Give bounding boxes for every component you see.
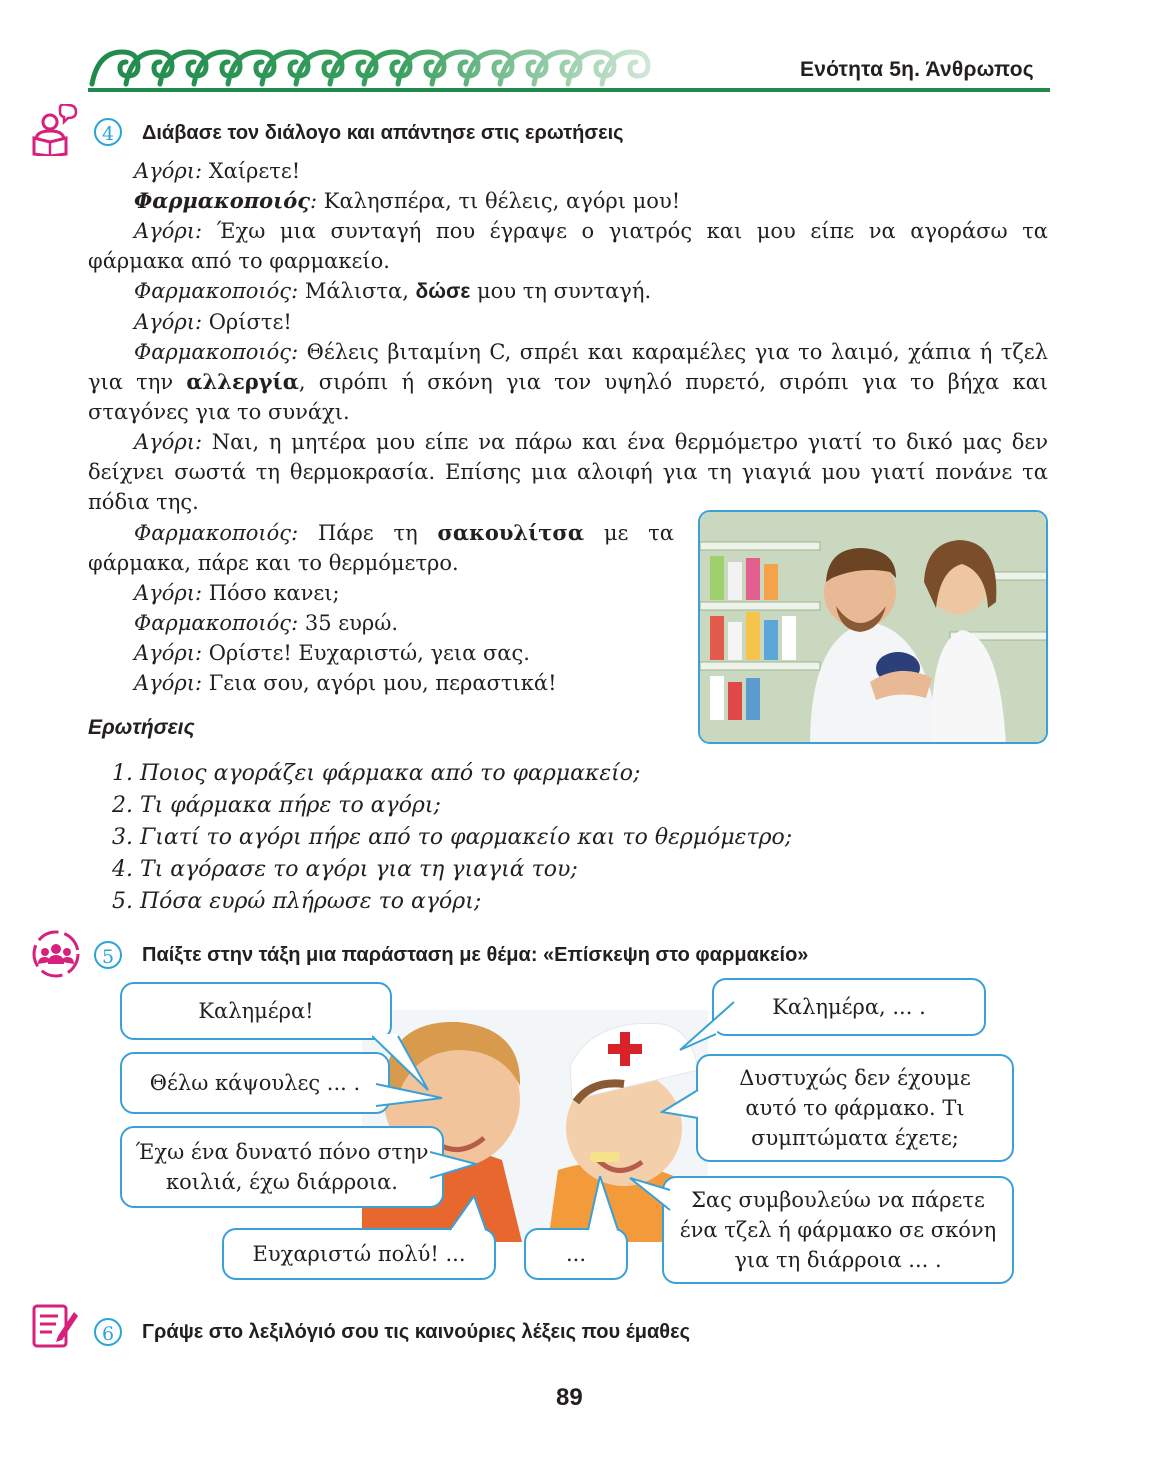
speaker: Αγόρι: xyxy=(134,671,203,695)
question-item: 1. Ποιος αγοράζει φάρμακα από το φαρμακείο; xyxy=(112,761,641,786)
unit-title: Ενότητα 5η. Άνθρωπος xyxy=(800,58,1034,81)
question-item: 4. Τι αγόρασε το αγόρι για τη γιαγιά του; xyxy=(112,857,578,882)
keyword: δώσε xyxy=(415,280,471,303)
line-text: Έχω μια συνταγή που έγραψε ο γιατρός και μου είπε να αγοράσω τα φάρμακα από το φαρμακείο. xyxy=(88,219,1048,273)
question-item: 5. Πόσα ευρώ πλήρωσε το αγόρι; xyxy=(112,889,482,914)
speaker: Αγόρι: xyxy=(134,430,203,454)
bubble-tail xyxy=(446,1196,490,1232)
keyword: σακουλίτσα xyxy=(437,520,585,545)
speech-bubble-right-1: Καλημέρα, ... . xyxy=(712,978,986,1036)
writing-icon xyxy=(30,1302,80,1350)
speaker: Αγόρι: xyxy=(134,310,203,334)
bubble-tail xyxy=(660,1086,700,1122)
speaker: Φαρμακοποιός: xyxy=(134,611,299,635)
line-text: με τα φάρμακα, πάρε και το θερμόμετρο. xyxy=(88,521,674,575)
speaker: Αγόρι: xyxy=(134,581,203,605)
speech-bubble-right-3: Σας συμβουλεύω να πάρετε ένα τζελ ή φάρμακο σε σκόνη για τη διάρροια ... . xyxy=(662,1176,1014,1284)
exercise-6-number: 6 xyxy=(94,1318,122,1346)
line-text: , σιρόπι ή σκόνη για τον υψηλό πυρετό, σιρόπι για το βήχα και σταγόνες για το συνάχι. xyxy=(88,370,1048,424)
line-text: Πάρε τη xyxy=(298,521,438,545)
speech-bubble-right-2: Δυστυχώς δεν έχουμε αυτό το φάρμακο. Τι συμπτώματα έχετε; xyxy=(696,1054,1014,1162)
exercise-6-title: Γράψε στο λεξιλόγιό σου τις καινούριες λέξεις που έμαθες xyxy=(142,1321,690,1343)
bubble-tail xyxy=(376,1080,444,1110)
line-text: Θέλεις βιταμίνη C, σπρέι και καραμέλες για το λαιμό, χάπια ή τζελ για την xyxy=(88,340,1048,394)
line-text: Χαίρετε! xyxy=(202,159,301,183)
keyword: αλλεργία xyxy=(186,369,299,394)
page-number: 89 xyxy=(556,1384,583,1411)
pharmacy-photo xyxy=(698,510,1048,744)
reading-icon xyxy=(30,104,80,156)
bubble-tail xyxy=(676,1000,736,1052)
line-text: 35 ευρώ. xyxy=(298,611,399,635)
speaker: Αγόρι: xyxy=(134,159,203,183)
line-text: Ορίστε! Ευχαριστώ, γεια σας. xyxy=(202,641,530,665)
exercise-4-number: 4 xyxy=(94,118,122,146)
group-activity-icon xyxy=(30,928,82,980)
line-text: Πόσο κανει; xyxy=(202,581,340,605)
line-text: Καλησπέρα, τι θέλεις, αγόρι μου! xyxy=(317,189,681,213)
line-text: Ορίστε! xyxy=(202,310,292,334)
questions-heading: Ερωτήσεις xyxy=(88,716,195,739)
speaker: Αγόρι: xyxy=(134,219,203,243)
bubble-tail xyxy=(584,1176,624,1232)
exercise-5-number: 5 xyxy=(94,941,122,969)
questions-list xyxy=(112,758,792,918)
line-text: Γεια σου, αγόρι μου, περαστικά! xyxy=(202,671,557,695)
bubble-tail xyxy=(628,1176,672,1216)
speech-bubble-left-2: Θέλω κάψουλες ... . xyxy=(120,1052,390,1114)
exercise-4-title: Διάβασε τον διάλογο και απάντησε στις ερωτήσεις xyxy=(142,122,624,144)
speech-bubble-left-3: Έχω ένα δυνατό πόνο στην κοιλιά, έχω διάρροια. xyxy=(120,1126,444,1208)
dialogue-block-top xyxy=(88,156,1048,517)
speech-bubble-left-4: Ευχαριστώ πολύ! ... xyxy=(222,1228,496,1280)
dialogue-block-bottom xyxy=(88,518,674,698)
speaker: Φαρμακοποιός: xyxy=(134,340,299,364)
greek-wave-ornament xyxy=(88,44,668,90)
header-rule xyxy=(88,88,1050,92)
line-text: μου τη συνταγή. xyxy=(470,279,652,303)
colon: : xyxy=(310,189,318,213)
speaker: Αγόρι: xyxy=(134,641,203,665)
exercise-5-title: Παίξτε στην τάξη μια παράσταση με θέμα: «Επίσκεψη στο φαρμακείο» xyxy=(142,944,809,966)
speaker: Φαρμακοποιός: xyxy=(134,521,299,545)
line-text: Ναι, η μητέρα μου είπε να πάρω και ένα θερμόμετρο γιατί το δικό μας δεν δείχνει σωστά τη θερμοκρασία. Επίσης μια αλοιφή για τη γιαγιά μου γιατί πονάνε τα πόδια της. xyxy=(88,430,1048,514)
speech-bubble-left-1: Καλημέρα! xyxy=(120,982,392,1040)
question-item: 3. Γιατί το αγόρι πήρε από το φαρμακείο και το θερμόμετρο; xyxy=(112,825,793,850)
speaker: Φαρμακοποιός xyxy=(134,188,311,213)
question-item: 2. Τι φάρμακα πήρε το αγόρι; xyxy=(112,793,441,818)
line-text: Μάλιστα, xyxy=(298,279,416,303)
speech-bubble-center: ... xyxy=(524,1228,628,1280)
bubble-tail xyxy=(430,1146,478,1182)
speaker: Φαρμακοποιός: xyxy=(134,279,299,303)
